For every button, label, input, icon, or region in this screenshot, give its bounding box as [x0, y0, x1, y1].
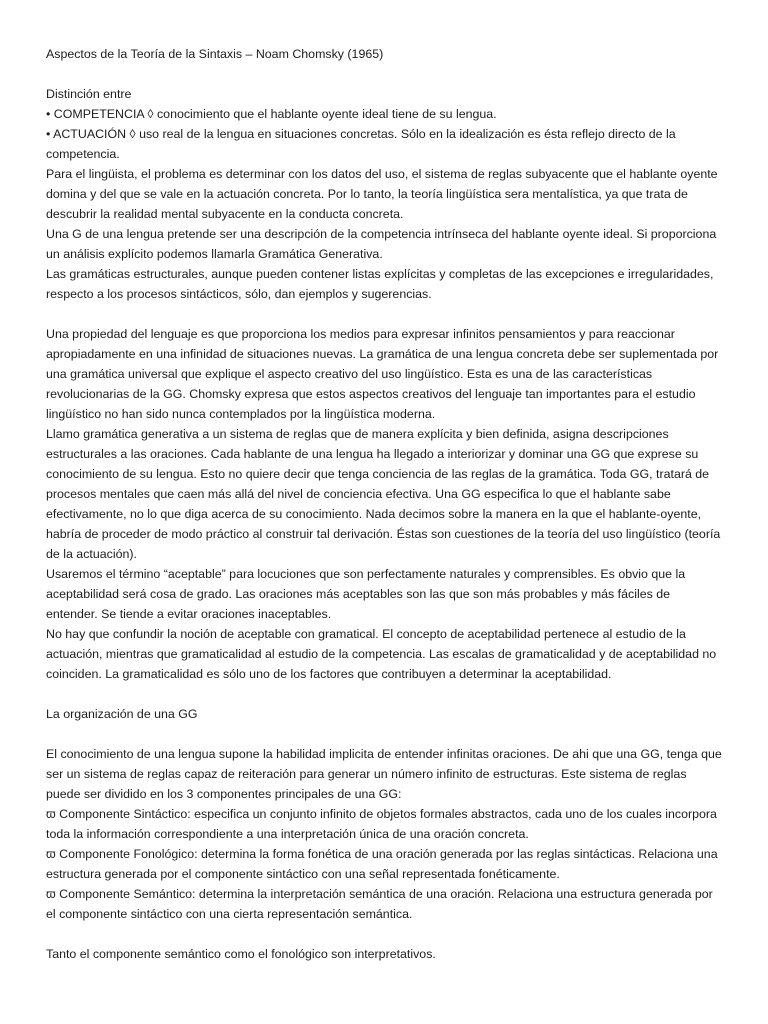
paragraph-gramaticas-estructurales: Las gramáticas estructurales, aunque pueden contener listas explícitas y completas de las excepciones e irregularidades, respecto a los procesos sintácticos, sólo, dan ejemplos y sugerencias.	[46, 267, 714, 301]
blank-line	[46, 924, 722, 944]
component-semantico: ϖ Componente Semántico: determina la interpretación semántica de una oración. Relaciona una estructura generada por el componente sintáctico con una cierta representación semántica.	[46, 887, 713, 921]
document-title: Aspectos de la Teoría de la Sintaxis – Noam Chomsky (1965)	[46, 47, 384, 61]
bullet-actuacion: • ACTUACIÓN ◊ uso real de la lengua en situaciones concretas. Sólo en la idealización es ésta reflejo directo de la competencia.	[46, 127, 676, 161]
section-heading: La organización de una GG	[46, 707, 198, 721]
component-sintactico: ϖ Componente Sintáctico: especifica un conjunto infinito de objetos formales abstractos, cada uno de los cuales incorpora toda la información correspondiente a una interpretación única de una oración concreta.	[46, 807, 717, 841]
bullet-competencia: • COMPETENCIA ◊ conocimiento que el hablante oyente ideal tiene de su lengua.	[46, 107, 497, 121]
paragraph-aceptable: Usaremos el término “aceptable” para locuciones que son perfectamente naturales y comprensibles. Es obvio que la aceptabilidad será cosa de grado. Las oraciones más aceptables son las que son más probables y más fáciles de entender. Se tiende a evitar oraciones inaceptables.	[46, 567, 686, 621]
paragraph-gramatica-generativa: Una G de una lengua pretende ser una descripción de la competencia intrínseca del hablante oyente ideal. Si proporciona un análisis explícito podemos llamarla Gramática Generativa.	[46, 227, 717, 261]
paragraph-confundir: No hay que confundir la noción de aceptable con gramatical. El concepto de aceptabilidad pertenece al estudio de la actuación, mientras que gramaticalidad al estudio de la competencia. Las escalas de gramaticalidad y de aceptabilidad no coinciden. La gramaticalidad es sólo uno de los factores que contribuyen a determinar la aceptabilidad.	[46, 627, 717, 681]
paragraph-interpretativos: Tanto el componente semántico como el fonológico son interpretativos.	[46, 947, 436, 961]
paragraph-conocimiento: El conocimiento de una lengua supone la habilidad implicita de entender infinitas oraciones. De ahi que una GG, tenga que ser un sistema de reglas capaz de reiteración para generar un número infinito de estructuras. Este sistema de reglas puede ser dividido en los 3 componentes principales de una GG:	[46, 747, 722, 801]
paragraph-linguista: Para el lingüista, el problema es determinar con los datos del uso, el sistema de reglas subyacente que el hablante oyente domina y del que se vale en la actuación concreta. Por lo tanto, la teoría lingüística sera mentalística, ya que trata de descubrir la realidad mental subyacente en la conducta concreta.	[46, 167, 718, 221]
document-page	[46, 44, 722, 964]
paragraph-llamo: Llamo gramática generativa a un sistema de reglas que de manera explícita y bien definida, asigna descripciones estructurales a las oraciones. Cada hablante de una lengua ha llegado a interiorizar y dominar una GG que exprese su conocimiento de su lengua. Esto no quiere decir que tenga conciencia de las reglas de la gramática. Toda GG, tratará de procesos mentales que caen más allá del nivel de conciencia efectiva. Una GG especifica lo que el hablante sabe efectivamente, no lo que diga acerca de su conocimiento. Nada decimos sobre la manera en la que el hablante-oyente, habría de proceder de modo práctico al construir tal derivación. Éstas son cuestiones de la teoría del uso lingüístico (teoría de la actuación).	[46, 427, 721, 561]
blank-line	[46, 64, 722, 84]
paragraph-propiedad: Una propiedad del lenguaje es que proporciona los medios para expresar infinitos pensamientos y para reaccionar apropiadamente en una infinidad de situaciones nuevas. La gramática de una lengua concreta debe ser suplementada por una gramática universal que explique el aspecto creativo del uso lingüístico. Esta es una de las características revolucionarias de la GG. Chomsky expresa que estos aspectos creativos del lenguaje tan importantes para el estudio lingüístico no han sido nunca contemplados por la lingüística moderna.	[46, 327, 719, 421]
component-fonologico: ϖ Componente Fonológico: determina la forma fonética de una oración generada por las reglas sintácticas. Relaciona una estructura generada por el componente sintáctico con una señal representada fonéticamente.	[46, 847, 718, 881]
blank-line	[46, 684, 722, 704]
blank-line	[46, 724, 722, 744]
blank-line	[46, 304, 722, 324]
section-heading: Distinción entre	[46, 87, 132, 101]
